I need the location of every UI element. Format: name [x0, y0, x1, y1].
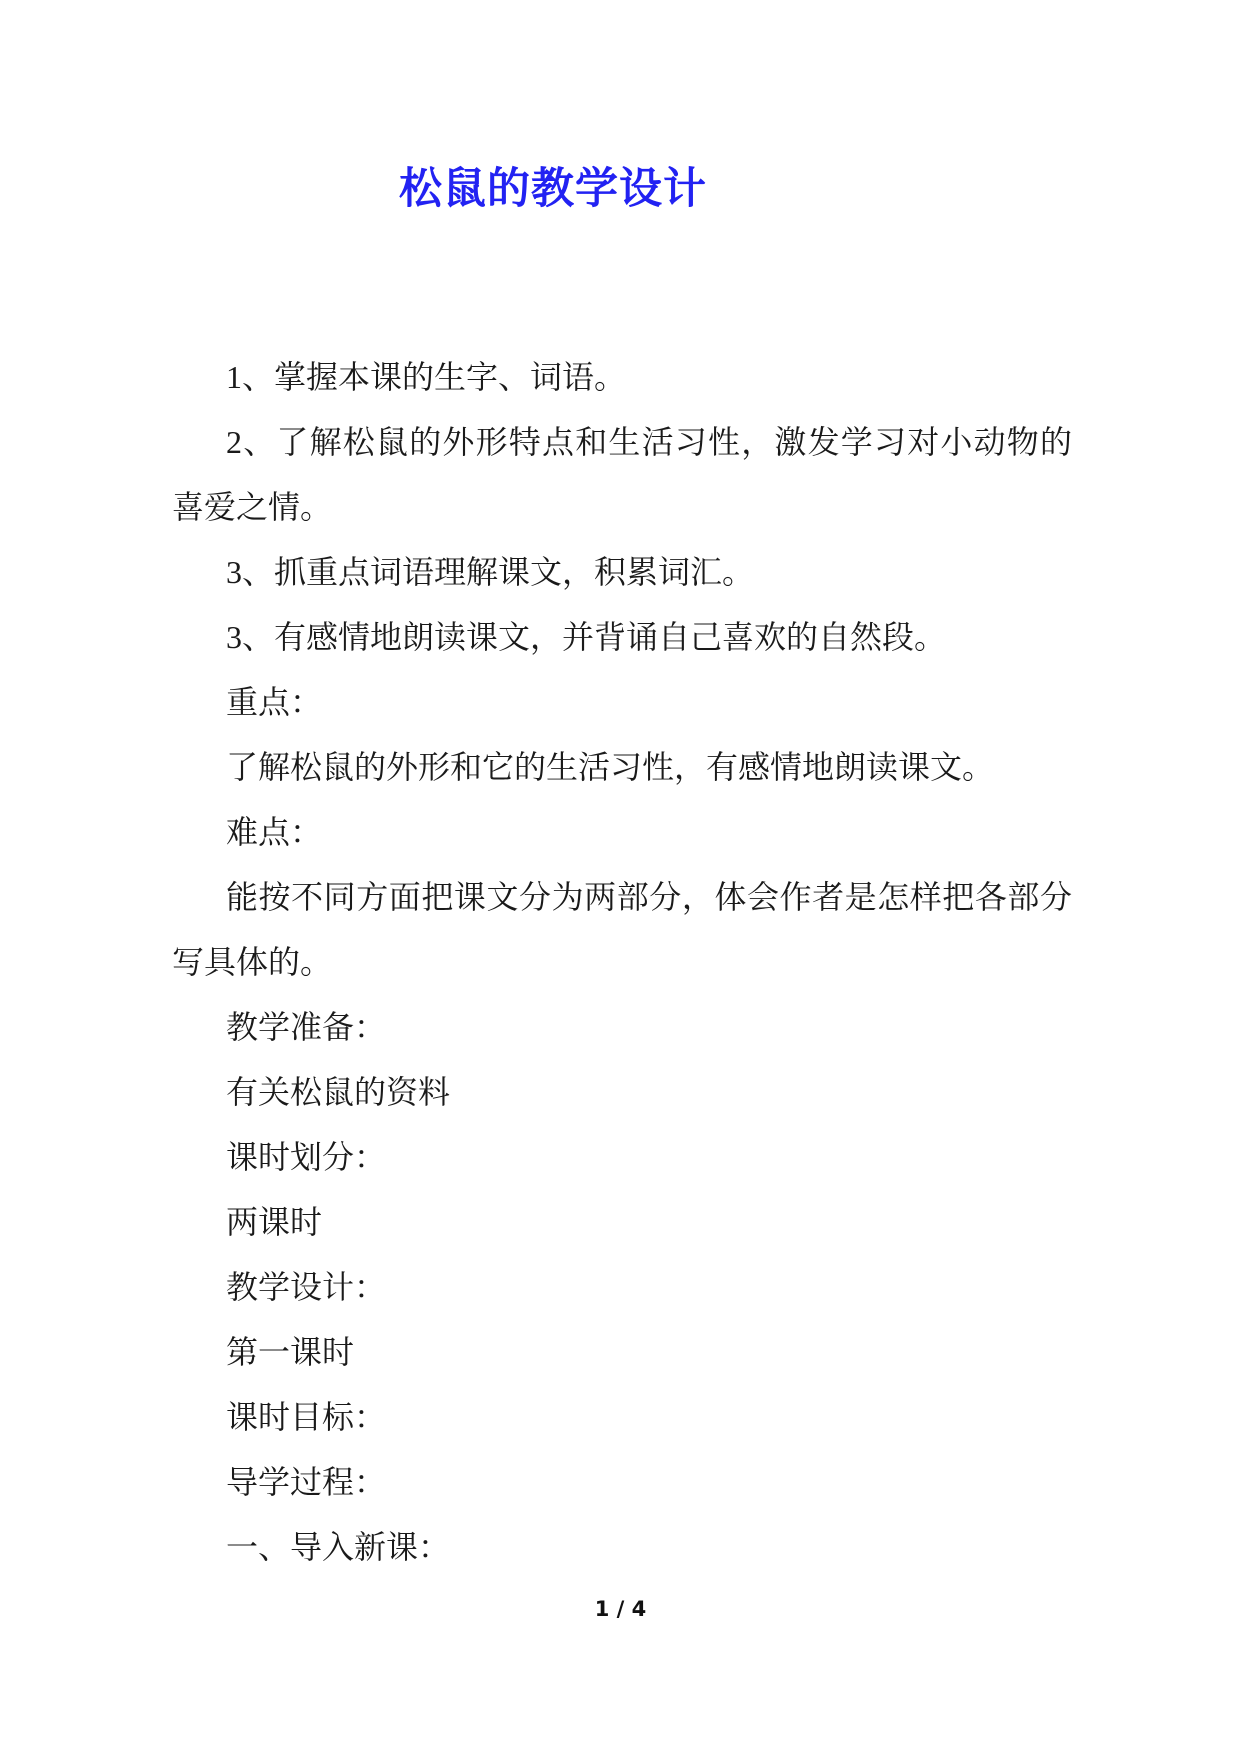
paragraph: 有关松鼠的资料: [226, 1074, 451, 1110]
paragraph: 能按不同方面把课文分为两部分，体会作者是怎样把各部分写具体的。: [172, 879, 1072, 980]
paragraph: 难点：: [226, 814, 323, 850]
document-body: [172, 345, 1072, 1580]
page-number-indicator: 1 / 4: [594, 1597, 647, 1621]
paragraph: 教学准备：: [226, 1009, 387, 1045]
paragraph: 3、有感情地朗读课文，并背诵自己喜欢的自然段。: [226, 619, 947, 655]
document-title: 松鼠的教学设计: [399, 164, 707, 213]
paragraph: 3、抓重点词语理解课文，积累词汇。: [226, 554, 755, 590]
paragraph: 教学设计：: [226, 1269, 387, 1305]
paragraph: 两课时: [226, 1204, 323, 1240]
paragraph: 导学过程：: [226, 1464, 387, 1500]
paragraph: 课时目标：: [226, 1399, 387, 1435]
paragraph: 课时划分：: [226, 1139, 387, 1175]
paragraph: 重点：: [226, 684, 323, 720]
paragraph: 一、导入新课：: [226, 1529, 451, 1565]
paragraph: 1、掌握本课的生字、词语。: [226, 359, 627, 395]
paragraph: 了解松鼠的外形和它的生活习性，有感情地朗读课文。: [226, 749, 995, 785]
paragraph: 2、了解松鼠的外形特点和生活习性，激发学习对小动物的喜爱之情。: [172, 424, 1072, 525]
paragraph: 第一课时: [226, 1334, 355, 1370]
